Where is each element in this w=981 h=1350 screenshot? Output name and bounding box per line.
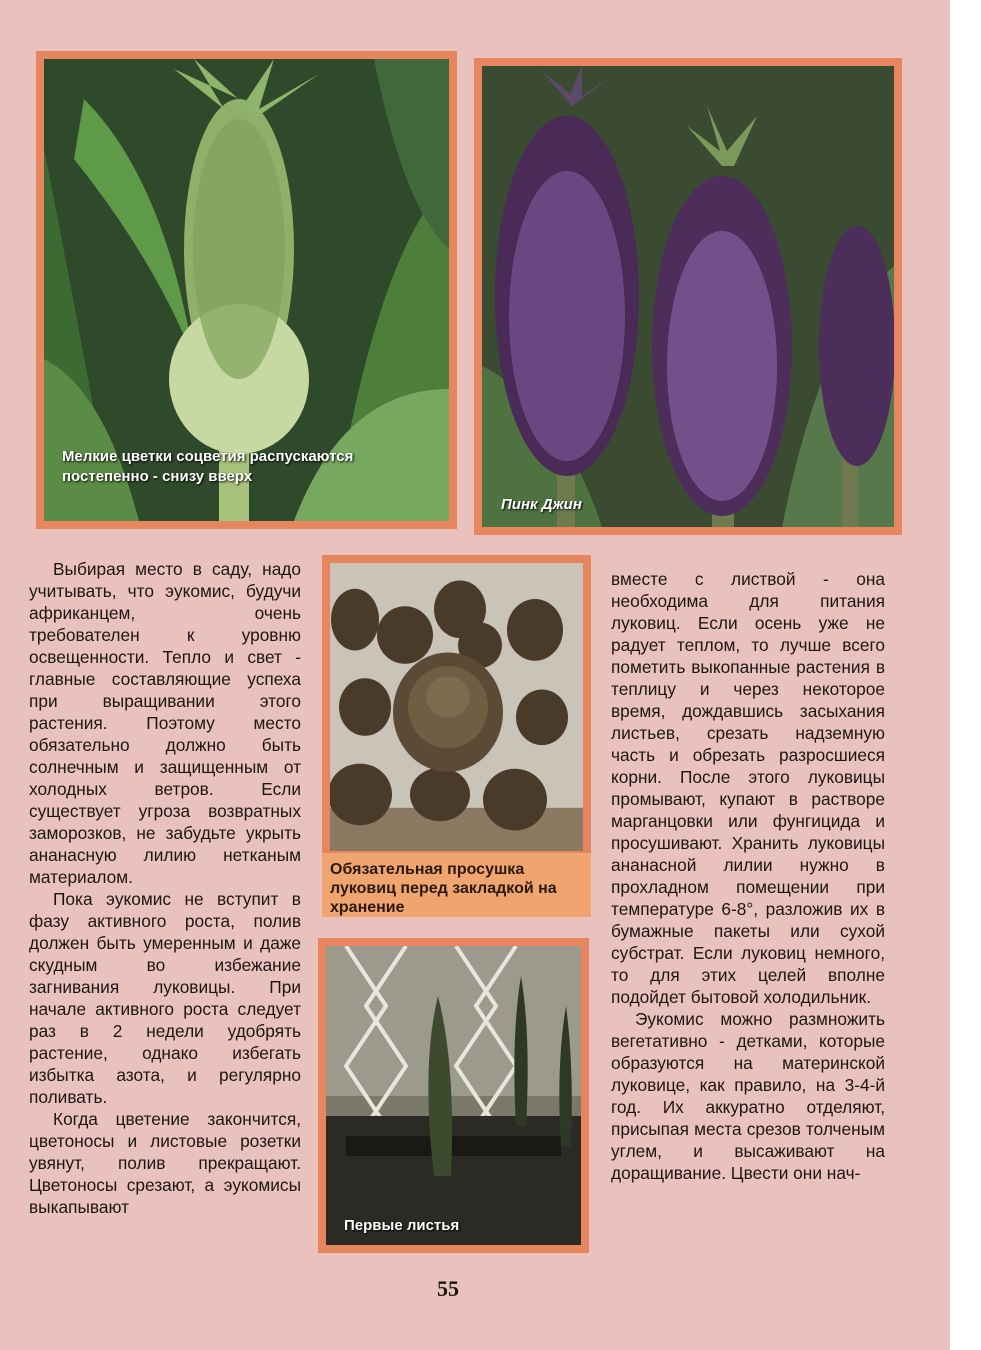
paragraph: Выбирая место в саду, надо учитывать, что эукомис, будучи африканцем, очень требователен к уровню освещенности. Тепло и свет - главные составляющие успеха при выращивании этого растения. Поэтому место обязательно должно быть солнечным и защищенным от холодных ветров. Если существует угроза возвратных заморозков, не забудьте укрыть ананасную лилию нетканым материалом. bbox=[29, 559, 301, 887]
photo-caption: Первые листья bbox=[344, 1217, 460, 1234]
paragraph: Пока эукомис не вступит в фазу активного роста, полив должен быть умеренным и даже скудным во избежание загнивания луковицы. При начале активного роста следует раз в 2 недели удобрять растение, однако избегать избытка азота, и регулярно поливать. bbox=[29, 889, 301, 1107]
photo-first-leaves bbox=[326, 946, 581, 1245]
paragraph: вместе с листвой - она необходима для питания луковиц. Если осень уже не радует теплом, то лучше всего пометить выкопанные растения в теплицу и через некоторое время, дождавшись засыхания листьев, срезать надземную часть и обрезать разросшиеся корни. После этого луковицы промывают, купают в растворе марганцовки или фунгицида и просушивают. Хранить луковицы ананасной лилии нужно в прохладном помещении при температуре 6-8°, разложив их в бумажные пакеты или сухой субстрат. Если луковиц немного, то для этих целей вполне подойдет бытовой холодильник. bbox=[611, 569, 885, 1007]
text-column-right bbox=[611, 568, 885, 1184]
text-column-left bbox=[29, 558, 301, 1218]
photo-caption: Мелкие цветки соцветия распускаются постепенно - снизу вверх bbox=[62, 448, 354, 485]
paragraph: Эукомис можно размножить вегетативно - детками, которые образуются на материнской луковице, как правило, на 3-4-й год. Их аккуратно отделяют, присыпая места срезов толченым углем, и высаживают на доращивание. Цвести они нач- bbox=[611, 1009, 885, 1183]
photo-frame-bulbs bbox=[322, 555, 591, 917]
paragraph: Когда цветение закончится, цветоносы и листовые розетки увянут, полив прекращают. Цветоносы срезают, а эукомисы выкапывают bbox=[29, 1109, 301, 1217]
photo-caption: Обязательная просушка луковиц перед закладкой на хранение bbox=[322, 853, 591, 917]
photo-caption: Пинк Джин bbox=[501, 496, 582, 513]
photo-frame-first-leaves bbox=[318, 938, 589, 1253]
photo-frame-pink-gin bbox=[474, 58, 902, 535]
photo-pink-gin bbox=[482, 66, 894, 527]
photo-drying-bulbs bbox=[330, 563, 583, 851]
photo-frame-green-eucomis bbox=[36, 51, 457, 529]
page-number: 55 bbox=[437, 1276, 459, 1301]
page-edge bbox=[950, 0, 981, 1350]
